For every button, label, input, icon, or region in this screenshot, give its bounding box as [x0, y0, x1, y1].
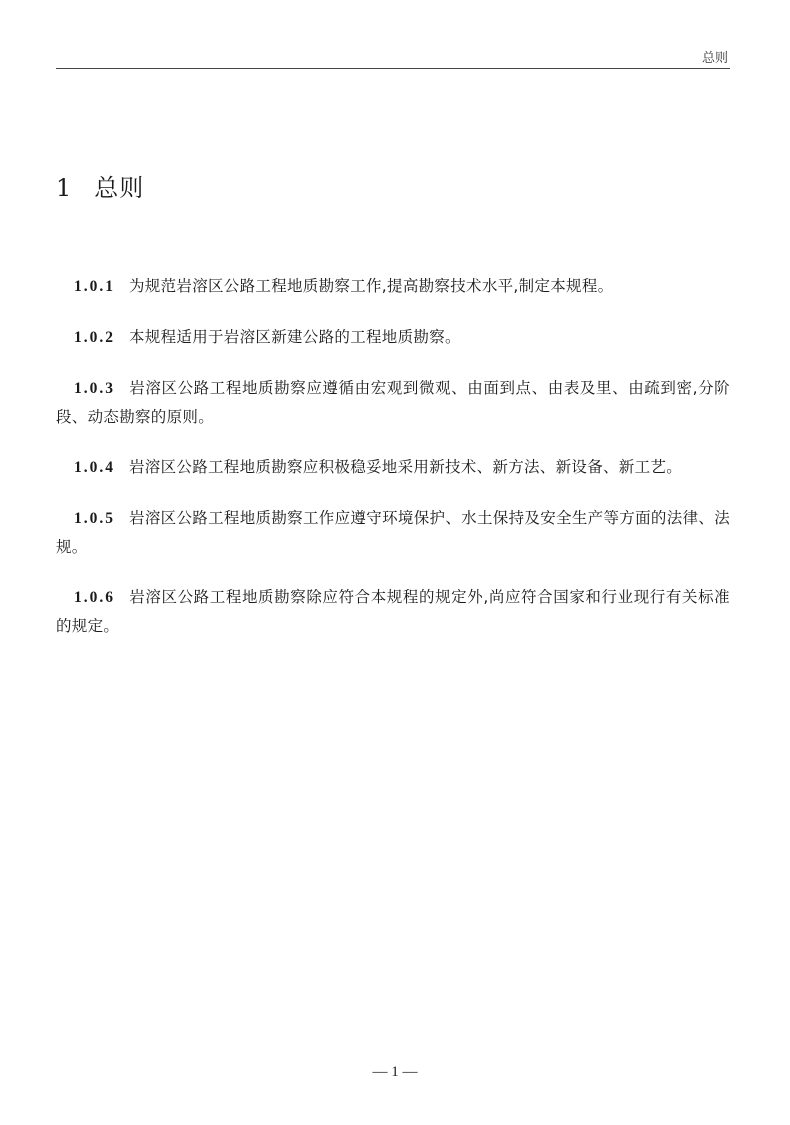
header-rule: [56, 68, 730, 69]
clause-number: 1.0.1: [74, 278, 115, 295]
clause-text: 为规范岩溶区公路工程地质勘察工作,提高勘察技术水平,制定本规程。: [129, 277, 614, 295]
clause-number: 1.0.6: [74, 589, 115, 606]
clause-1-0-4: [56, 453, 730, 482]
page-number: — 1 —: [372, 1064, 418, 1080]
clause-text: 岩溶区公路工程地质勘察工作应遵守环境保护、水土保持及安全生产等方面的法律、法规。: [56, 509, 730, 556]
clause-1-0-2: [56, 323, 730, 352]
clause-1-0-6: [56, 583, 730, 640]
clause-1-0-5: [56, 504, 730, 561]
clause-text: 岩溶区公路工程地质勘察应积极稳妥地采用新技术、新方法、新设备、新工艺。: [129, 458, 683, 476]
clause-number: 1.0.3: [74, 380, 115, 397]
clause-1-0-3: [56, 374, 730, 431]
chapter-number: 1: [56, 174, 73, 202]
clause-number: 1.0.2: [74, 329, 115, 346]
clause-number: 1.0.5: [74, 510, 115, 527]
clause-text: 本规程适用于岩溶区新建公路的工程地质勘察。: [129, 328, 461, 346]
clause-text: 岩溶区公路工程地质勘察应遵循由宏观到微观、由面到点、由表及里、由疏到密,分阶段、动态勘察的原则。: [56, 379, 730, 426]
chapter-title: [56, 168, 144, 203]
clause-list: [56, 272, 730, 662]
chapter-title-text: 总则: [94, 174, 145, 202]
clause-text: 岩溶区公路工程地质勘察除应符合本规程的规定外,尚应符合国家和行业现行有关标准的规定。: [56, 588, 730, 635]
running-header: 总则: [701, 51, 728, 66]
clause-number: 1.0.4: [74, 459, 115, 476]
clause-1-0-1: [56, 272, 730, 301]
